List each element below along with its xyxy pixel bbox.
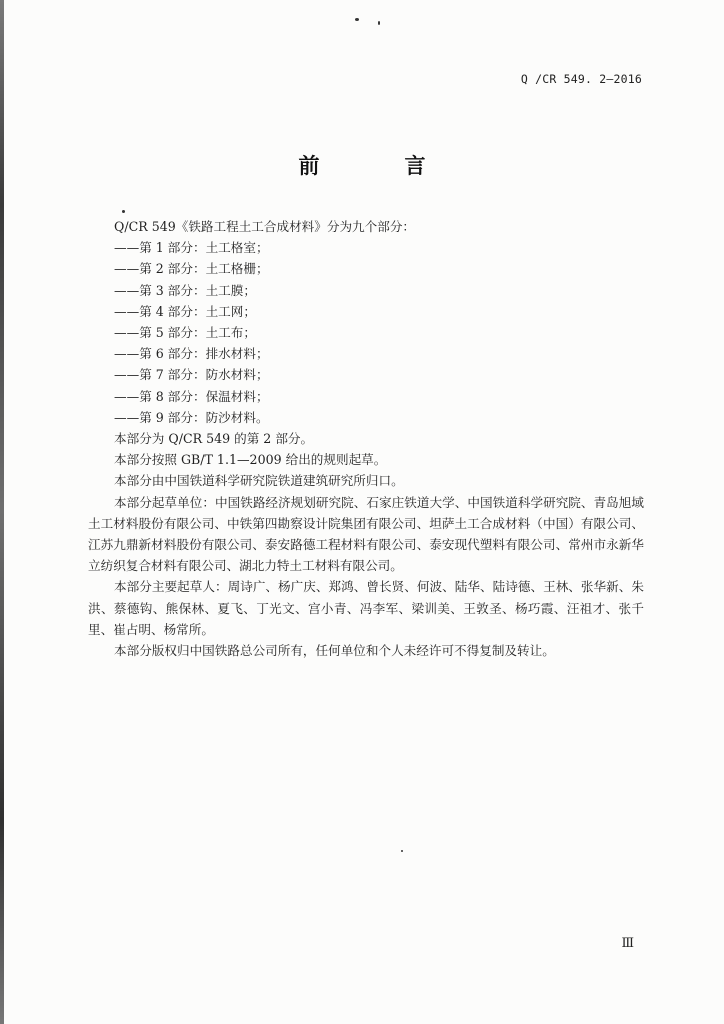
page-number: Ⅲ [621,936,634,951]
scan-speck [122,210,125,213]
part-item: ——第 1 部分：土工格室； [114,240,269,256]
standard-code: Q /CR 549. 2—2016 [520,72,642,86]
part-of-paragraph: 本部分为 Q/CR 549 的第 2 部分。 [114,431,314,447]
part-item: ——第 8 部分：保温材料； [114,388,269,404]
part-item: ——第 9 部分：防沙材料。 [114,409,269,425]
foreword-body [88,216,644,661]
copyright-paragraph: 本部分版权归中国铁路总公司所有，任何单位和个人未经许可不得复制及转让。 [114,643,555,659]
scan-speck [401,850,403,852]
drafting-units-paragraph: 本部分起草单位：中国铁路经济规划研究院、石家庄铁道大学、中国铁道科学研究院、青岛旭域土工材料股份有限公司、中铁第四勘察设计院集团有限公司、坦萨土工合成材料（中国）有限公司、江苏九鼎新材料股份有限公司、泰安路德工程材料有限公司、泰安现代塑料有限公司、常州市永新华立纺织复合材料有限公司、湖北力特土工材料有限公司。 [88,494,644,574]
part-item: ——第 3 部分：土工膜； [114,282,256,298]
part-item: ——第 5 部分：土工布； [114,325,256,341]
scan-speck [355,18,359,21]
page-title: 前 言 [298,154,458,178]
part-item: ——第 2 部分：土工格栅； [114,261,269,277]
drafters-paragraph: 本部分主要起草人：周诗广、杨广庆、郑鸿、曾长贤、何波、陆华、陆诗德、王林、张华新、朱洪、蔡德钩、熊保林、夏飞、丁光文、宫小青、冯李军、梁训美、王敦圣、杨巧霞、汪祖才、张千里、崔占明、杨常所。 [88,579,644,637]
part-item: ——第 7 部分：防水材料； [114,367,269,383]
drafting-rules-paragraph: 本部分按照 GB/T 1.1—2009 给出的规则起草。 [114,452,387,468]
intro-line: Q/CR 549《铁路工程土工合成材料》分为九个部分： [114,219,416,234]
part-item: ——第 4 部分：土工网； [114,303,256,319]
scan-speck [378,21,380,25]
owner-paragraph: 本部分由中国铁道科学研究院铁道建筑研究所归口。 [114,473,404,489]
part-item: ——第 6 部分：排水材料； [114,346,269,362]
